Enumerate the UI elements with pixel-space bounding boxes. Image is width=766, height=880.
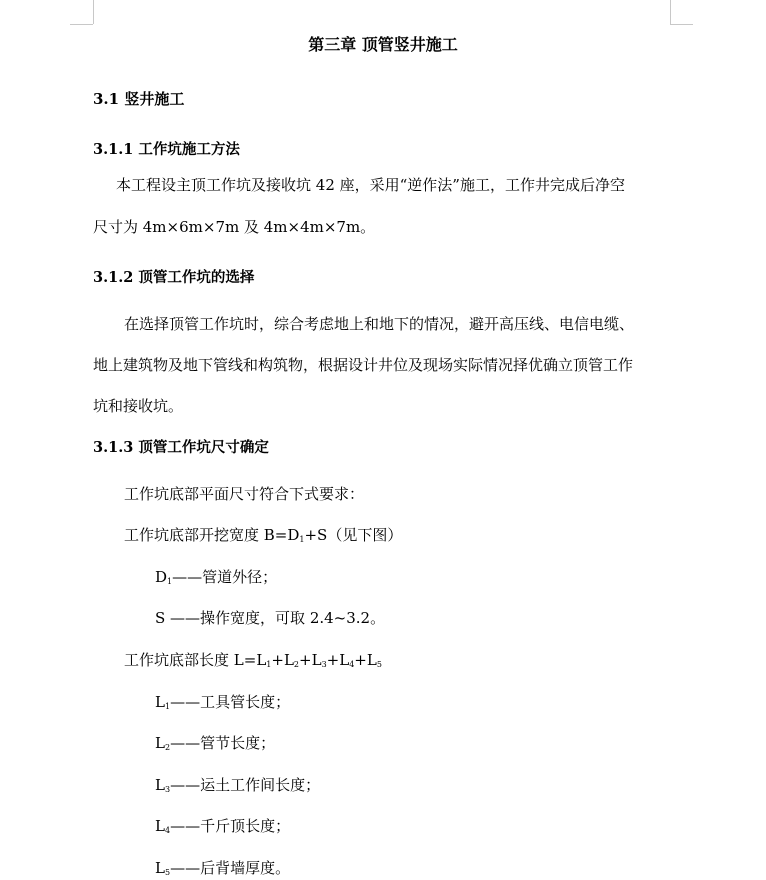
formula-term: $L_4+$	[339, 651, 367, 669]
section-heading-3-1-2: 3.1.2 顶管工作坑的选择	[93, 269, 255, 286]
definition-l5: $L_5——$后背墙厚度。	[155, 859, 291, 877]
formula-term: $L_3+$	[311, 651, 340, 669]
chapter-title: 第三章 顶管竖井施工	[308, 35, 458, 54]
section-heading-3-1: 3.1 竖井施工	[93, 90, 185, 108]
length-formula: 工作坑底部长度 $L=L_1+L_2+L_3+L_4+L_5$	[124, 651, 382, 669]
page-corner-mark	[93, 0, 94, 24]
definition-l1: $L_1——$工具管长度；	[155, 693, 291, 711]
width-formula: 工作坑底部开挖宽度 $B=D_1+S$（见下图）	[124, 526, 403, 544]
formula-term: $L_1+$	[256, 651, 284, 669]
definition-d1: $D_1——$管道外径；	[155, 568, 278, 586]
definition-l3: $L_3——$运土工作间长度；	[155, 776, 321, 794]
section-heading-3-1-1: 3.1.1 工作坑施工方法	[93, 141, 240, 158]
definition-l4: $L_4——$千斤顶长度；	[155, 817, 291, 835]
page-corner-mark	[670, 0, 671, 24]
paragraph-line: 坑和接收坑。	[93, 397, 184, 415]
paragraph-line: 本工程设主顶工作坑及接收坑 42 座，采用“逆作法”施工，工作井完成后净空	[116, 176, 625, 194]
page-corner-mark	[670, 24, 693, 25]
definition-l2: $L_2——$管节长度；	[155, 734, 276, 752]
paragraph-line: 尺寸为 4m×6m×7m 及 4m×4m×7m。	[93, 218, 376, 236]
paragraph-line: 地上建筑物及地下管线和构筑物，根据设计井位及现场实际情况择优确立顶管工作	[93, 356, 634, 374]
formula-term: $L_2+$	[283, 651, 312, 669]
requirement-line: 工作坑底部平面尺寸符合下式要求：	[124, 485, 365, 503]
formula-term: $L_5$	[366, 651, 382, 669]
definition-s: S ——操作宽度，可取 2.4~3.2。	[155, 609, 386, 627]
page-corner-mark	[70, 24, 93, 25]
paragraph-line: 在选择顶管工作坑时，综合考虑地上和地下的情况，避开高压线、电信电缆、	[124, 315, 635, 333]
section-heading-3-1-3: 3.1.3 顶管工作坑尺寸确定	[93, 439, 269, 456]
